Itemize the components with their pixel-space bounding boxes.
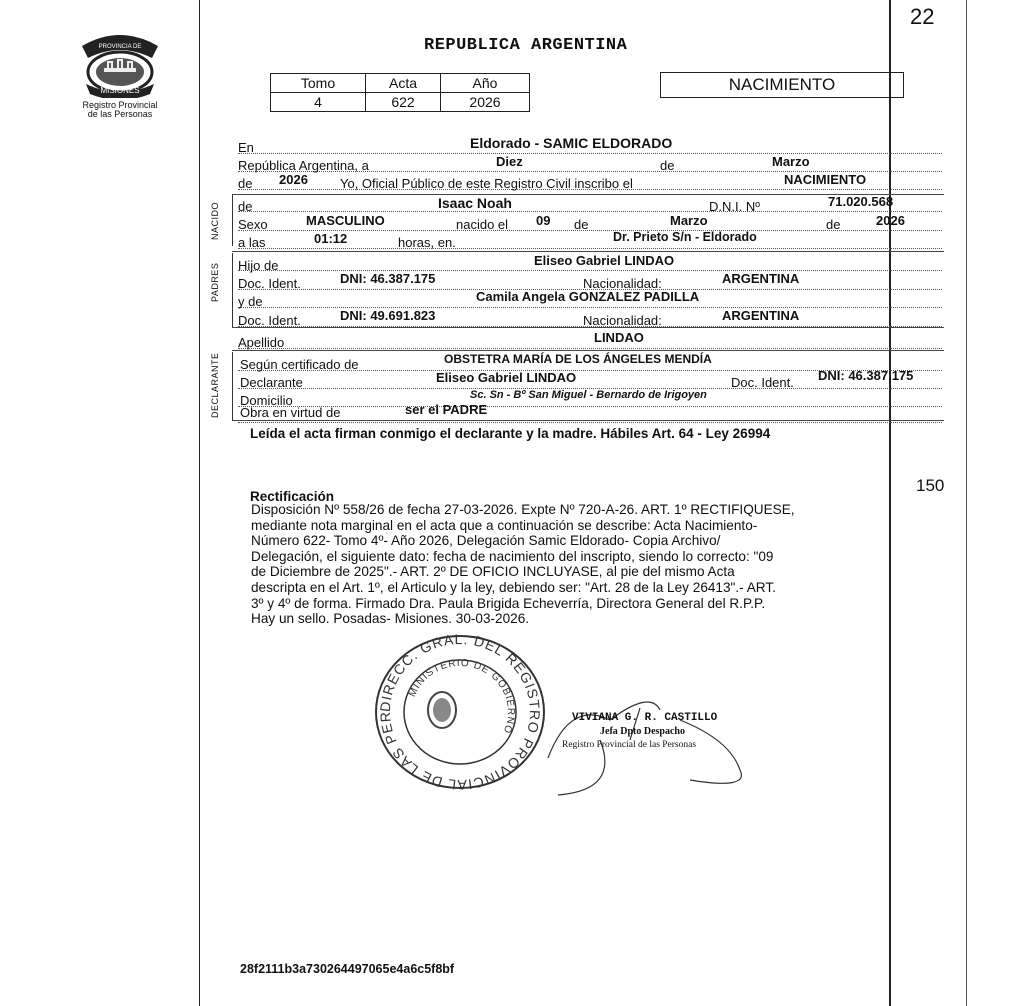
value-padre-nac: ARGENTINA: [722, 271, 800, 286]
rectificacion-line: Disposición Nº 558/26 de fecha 27-03-2026. Expte Nº 720-A-26. ART. 1º RECTIFIQUESE,: [251, 502, 795, 517]
value-mes-nac: Marzo: [670, 213, 708, 228]
value-domicilio: Sc. Sn - Bº San Miguel - Bernardo de Irigoyen: [470, 389, 707, 401]
province-logo: [78, 28, 162, 98]
value-obra: ser el PADRE: [405, 402, 488, 417]
label-de-nombre: de: [238, 199, 253, 214]
label-nac-padre: Nacionalidad:: [583, 276, 662, 291]
label-hijo: Hijo de: [238, 258, 279, 273]
label-de: de: [660, 158, 675, 173]
value-madre-doc: DNI: 49.691.823: [340, 308, 436, 323]
rectificacion-line: Hay un sello. Posadas- Misiones. 30-03-2026.: [251, 611, 530, 627]
label-yo: Yo, Oficial Público de este Registro Civil inscribo el: [340, 176, 633, 191]
value-nombre: Isaac Noah: [438, 195, 512, 211]
label-a-las: a las: [238, 235, 266, 250]
label-obra: Obra en virtud de: [240, 405, 341, 420]
label-sexo: Sexo: [238, 217, 268, 232]
label-y-de: y de: [238, 294, 263, 309]
value-anio-registro: 2026: [279, 172, 308, 187]
side-label-nacido: NACIDO: [210, 201, 220, 240]
side-label-declarante: DECLARANTE: [210, 352, 220, 418]
document-hash: 28f2111b3a730264497065e4a6c5f8bf: [240, 962, 455, 976]
value-dia: Diez: [496, 154, 523, 169]
value-declarante-doc: DNI: 46.387.175: [818, 368, 914, 383]
closing-statement: Leída el acta firman conmigo el declarante y la madre. Hábiles Art. 64 - Ley 26994: [250, 426, 771, 441]
value-certificado: OBSTETRA MARÍA DE LOS ÁNGELES MENDÍA: [444, 352, 712, 366]
value-tomo: 4: [271, 93, 366, 112]
rectificacion-line: descripta en el Art. 1º, el Articulo y la ley, debiendo ser: "Art. 28 de la Ley 26413".- ART.: [251, 579, 776, 595]
left-margin-line: [199, 0, 200, 1006]
act-type-label: NACIMIENTO: [728, 75, 836, 94]
label-declarante: Declarante: [240, 375, 303, 390]
round-stamp-icon: [370, 632, 550, 792]
value-hora: 01:12: [314, 231, 348, 246]
value-lugar: Eldorado - SAMIC ELDORADO: [470, 135, 673, 151]
rectificacion-line: mediante nota marginal en el acta que a continuación se describe: Acta Nacimiento-: [251, 517, 758, 533]
value-padre: Eliseo Gabriel LINDAO: [534, 253, 675, 268]
right-edge-line: [966, 0, 967, 1006]
header-acta: Acta: [366, 74, 441, 93]
page-number: 22: [910, 4, 935, 29]
side-label-padres: PADRES: [210, 262, 220, 302]
rectificacion-body: [251, 502, 957, 627]
svg-text:DIRECC. GRAL. DEL REGISTRO PRO: DIRECC. GRAL. DEL REGISTRO PROVINCIAL DE LAS PER: [376, 632, 544, 792]
document-title: REPUBLICA ARGENTINA: [424, 36, 628, 55]
label-nacido: nacido el: [456, 217, 509, 232]
signature-name: VIVIANA G. R. CASTILLO: [572, 712, 718, 724]
label-segun: Según certificado de: [240, 357, 359, 372]
label-apellido: Apellido: [238, 335, 285, 350]
label-en: En: [238, 140, 254, 155]
label-de2: de: [238, 176, 253, 191]
label-nac-madre: Nacionalidad:: [583, 313, 662, 328]
logo-caption-2: de las Personas: [87, 109, 153, 119]
value-madre-nac: ARGENTINA: [722, 308, 800, 323]
label-horas: horas, en.: [398, 235, 456, 250]
value-sexo: MASCULINO: [306, 213, 385, 228]
separator: [232, 251, 944, 252]
label-domicilio: Domicilio: [240, 393, 293, 408]
header-anio: Año: [441, 74, 530, 93]
signature-role: Jefa Dpto Despacho: [600, 726, 685, 737]
margin-number: 150: [916, 476, 945, 495]
label-doc-padre: Doc. Ident.: [238, 276, 301, 291]
value-declarante: Eliseo Gabriel LINDAO: [436, 370, 577, 385]
svg-text:PROVINCIA DE: PROVINCIA DE: [98, 44, 142, 50]
value-padre-doc: DNI: 46.387.175: [340, 271, 436, 286]
value-acta: 622: [366, 93, 441, 112]
rectificacion-title: Rectificación: [250, 489, 335, 504]
rectificacion-line: 3º y 4º de forma. Firmado Dra. Paula Brigida Echeverría, Directora General del R.P.P.: [251, 595, 766, 611]
value-apellido: LINDAO: [594, 330, 644, 345]
label-dni: D.N.I. Nº: [709, 199, 760, 214]
logo-caption-1: Registro Provincial: [82, 100, 158, 110]
label-doc-declarante: Doc. Ident.: [731, 375, 794, 390]
label-doc-madre: Doc. Ident.: [238, 313, 301, 328]
value-dia-nac: 09: [536, 213, 551, 228]
label-de-anio-nac: de: [826, 217, 841, 232]
value-anio-nac: 2026: [876, 213, 905, 228]
header-tomo: Tomo: [271, 74, 366, 93]
label-republica: República Argentina, a: [238, 158, 369, 173]
svg-text:MISIONES: MISIONES: [100, 86, 140, 95]
rectificacion-line: de Diciembre de 2025".- ART. 2º DE OFICIO INCLUYASE, al pie del mismo Acta: [251, 564, 735, 580]
value-dni: 71.020.568: [828, 194, 894, 209]
value-tipo: NACIMIENTO: [784, 172, 867, 187]
misiones-seal-icon: [78, 28, 162, 98]
value-lugar-nac: Dr. Prieto S/n - Eldorado: [613, 230, 757, 244]
act-type-box: [660, 72, 904, 98]
label-de-nac: de: [574, 217, 589, 232]
official-seal: [370, 632, 550, 792]
svg-text:MINISTERIO DE GOBIERNO: MINISTERIO DE GOBIERNO: [406, 657, 517, 736]
value-anio: 2026: [441, 93, 530, 112]
rectificacion-line: Número 622- Tomo 4º- Año 2026, Delegación Samic Eldorado- Copia Archivo/: [251, 533, 721, 549]
separator: [232, 350, 944, 351]
value-madre: Camila Angela GONZALEZ PADILLA: [476, 289, 700, 304]
signature-org: Registro Provincial de las Personas: [562, 740, 697, 750]
rectificacion-line: Delegación, el siguiente dato: fecha de nacimiento del inscripto, siendo lo correcto: "09: [251, 548, 774, 564]
book-reference-table: [270, 73, 530, 112]
value-mes: Marzo: [772, 154, 810, 169]
